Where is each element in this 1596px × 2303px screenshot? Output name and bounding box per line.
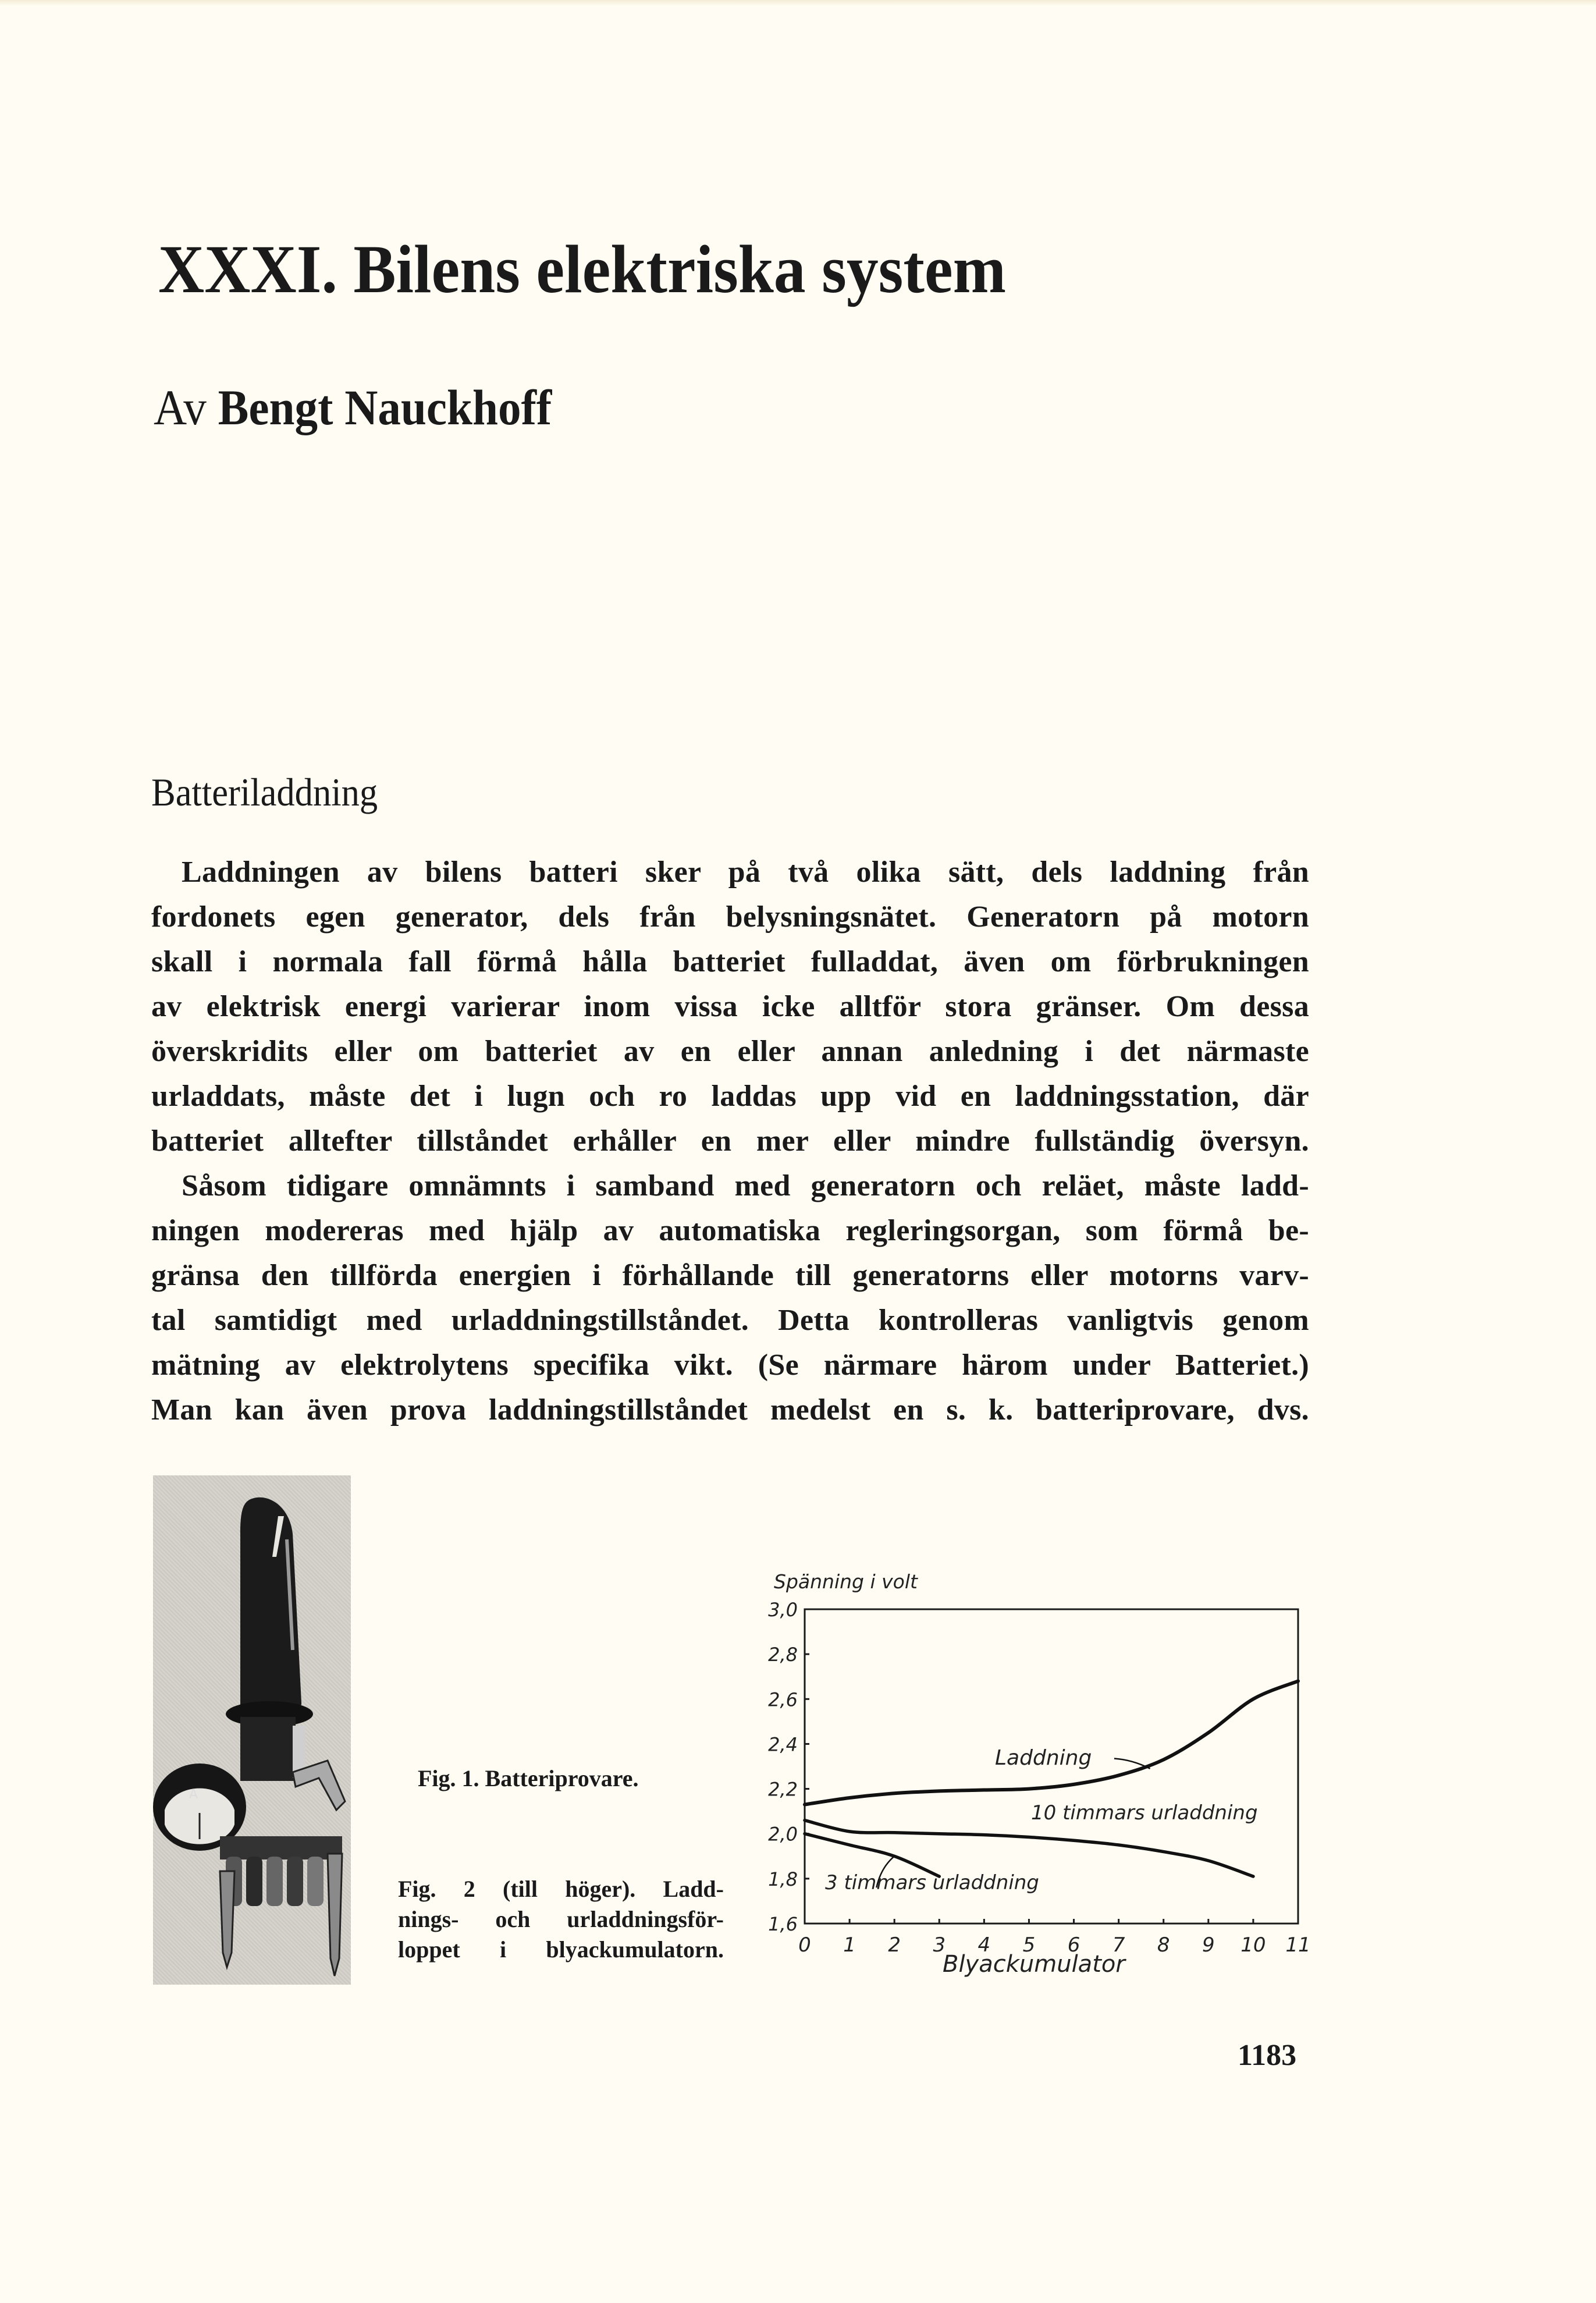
svg-text:3: 3 bbox=[933, 1933, 946, 1957]
svg-text:2,6: 2,6 bbox=[768, 1688, 798, 1711]
svg-text:1,6: 1,6 bbox=[768, 1913, 798, 1935]
annotation-10h-discharge: 10 timmars urladdning bbox=[1031, 1801, 1258, 1825]
text-line: skall i normala fall förmå hålla batteriet fulladdat, även om förbrukningen bbox=[151, 945, 1309, 978]
svg-text:5: 5 bbox=[1022, 1933, 1036, 1957]
svg-text:1,8: 1,8 bbox=[768, 1868, 798, 1890]
text-line: urladdats, måste det i lugn och ro laddas upp vid en laddningsstation, där bbox=[151, 1080, 1309, 1113]
text-line: mätning av elektrolytens specifika vikt. (Se närmare härom under Batteriet.) bbox=[151, 1349, 1309, 1382]
x-axis-label: Blyackumulator bbox=[943, 1951, 1125, 1978]
text-line: Man kan även prova laddningstillståndet medelst en s. k. batteriprovare, dvs. bbox=[151, 1393, 1309, 1426]
svg-text:9: 9 bbox=[1202, 1933, 1215, 1957]
svg-text:2,8: 2,8 bbox=[768, 1644, 798, 1666]
page-top-edge bbox=[0, 0, 1596, 6]
text-line: ningen modereras med hjälp av automatiska regleringsorgan, som förmå be- bbox=[151, 1214, 1309, 1247]
svg-text:2,2: 2,2 bbox=[768, 1778, 798, 1801]
text-line: fordonets egen generator, dels från belysningsnätet. Generatorn på motorn bbox=[151, 900, 1309, 934]
caption-line: nings- och urladdningsför- bbox=[398, 1906, 724, 1932]
text-line: Laddningen av bilens batteri sker på två olika sätt, dels laddning från bbox=[182, 856, 1309, 889]
y-axis-label: Spänning i volt bbox=[774, 1570, 918, 1593]
chapter-title: XXXI. Bilens elektriska system bbox=[158, 231, 1007, 307]
svg-text:7: 7 bbox=[1112, 1933, 1125, 1957]
author-name: Bengt Nauckhoff bbox=[218, 379, 552, 435]
svg-text:4: 4 bbox=[977, 1933, 991, 1957]
author-line bbox=[154, 378, 552, 437]
battery-tester-icon bbox=[153, 1475, 351, 1985]
svg-text:2,4: 2,4 bbox=[768, 1733, 798, 1756]
text-line: av elektrisk energi varierar inom vissa icke alltför stora gränser. Om dessa bbox=[151, 990, 1309, 1023]
text-line: gränsa den tillförda energien i förhållande till generatorns eller motorns varv- bbox=[151, 1259, 1309, 1292]
text-line: överskridits eller om batteriet av en eller annan anledning i det närmaste bbox=[151, 1035, 1309, 1068]
figure-2-caption bbox=[398, 1874, 724, 1965]
svg-text:1: 1 bbox=[843, 1933, 856, 1957]
caption-line: loppet i blyackumulatorn. bbox=[398, 1936, 724, 1963]
text-line: tal samtidigt med urladdningstillståndet. Detta kontrolleras vanligtvis genom bbox=[151, 1304, 1309, 1337]
page-number: 1183 bbox=[1238, 2039, 1297, 2072]
charge-discharge-chart bbox=[745, 1548, 1315, 1990]
svg-text:3,0: 3,0 bbox=[768, 1599, 798, 1621]
annotation-laddning: Laddning bbox=[995, 1746, 1092, 1770]
section-heading: Batteriladdning bbox=[151, 770, 378, 814]
body-paragraphs bbox=[151, 850, 1309, 1432]
author-prefix: Av bbox=[154, 379, 207, 435]
figure-1-caption: Fig. 1. Batteriprovare. bbox=[418, 1765, 639, 1791]
text-line: batteriet alltefter tillståndet erhåller en mer eller mindre fullständig översyn. bbox=[151, 1124, 1309, 1158]
annotation-3h-discharge: 3 timmars urladdning bbox=[825, 1871, 1039, 1894]
battery-tester-photo bbox=[153, 1475, 351, 1985]
svg-text:6: 6 bbox=[1067, 1933, 1080, 1957]
svg-text:8: 8 bbox=[1157, 1933, 1170, 1957]
svg-text:2: 2 bbox=[888, 1933, 901, 1957]
svg-text:2,0: 2,0 bbox=[768, 1823, 798, 1846]
text-line: Såsom tidigare omnämnts i samband med generatorn och reläet, måste ladd- bbox=[182, 1169, 1309, 1202]
svg-text:0: 0 bbox=[798, 1933, 811, 1957]
svg-text:A: A bbox=[189, 1787, 198, 1802]
caption-line: Fig. 2 (till höger). Ladd- bbox=[398, 1876, 724, 1902]
svg-text:11: 11 bbox=[1285, 1933, 1311, 1957]
svg-text:10: 10 bbox=[1240, 1933, 1266, 1957]
